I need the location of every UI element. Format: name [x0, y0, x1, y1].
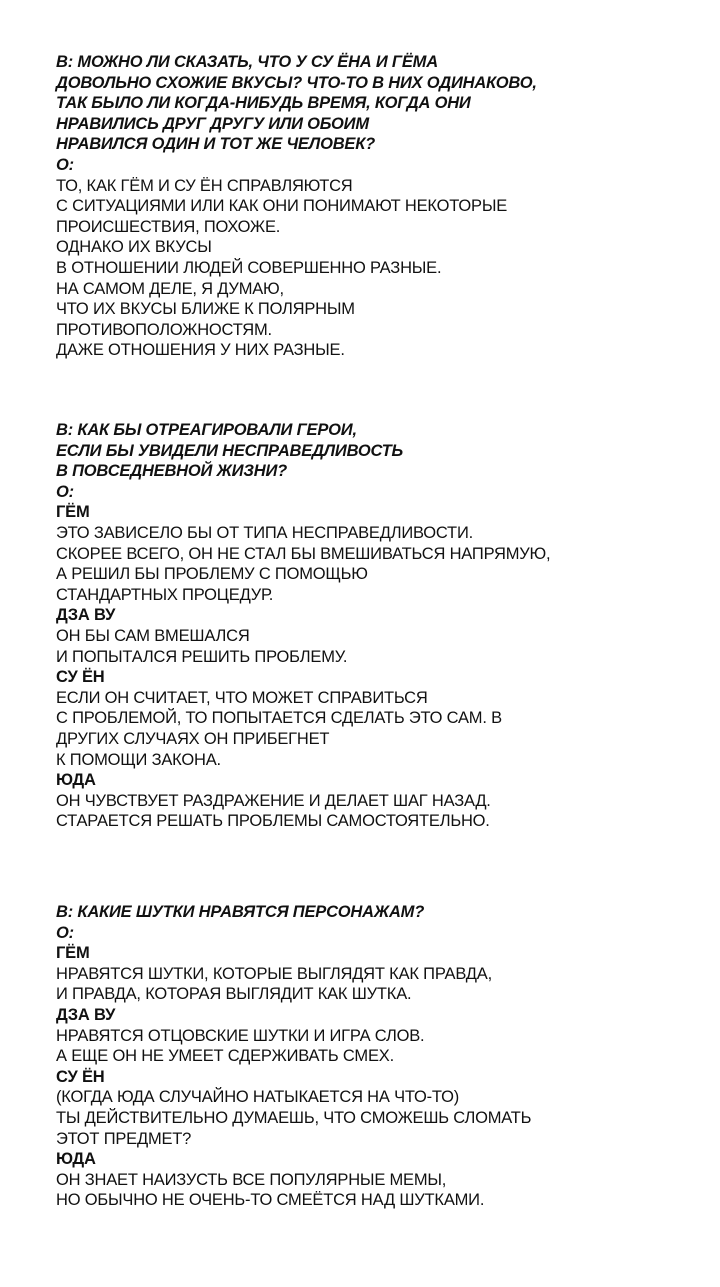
question-line: В: КАКИЕ ШУТКИ НРАВЯТСЯ ПЕРСОНАЖАМ?	[56, 903, 425, 921]
speaker-name: ГЁМ	[56, 503, 90, 522]
answer-line: ОН БЫ САМ ВМЕШАЛСЯ	[56, 626, 250, 645]
answer-line: НРАВЯТСЯ ШУТКИ, КОТОРЫЕ ВЫГЛЯДЯТ КАК ПРАВДА,	[56, 964, 492, 983]
answer-line: ТО, КАК ГЁМ И СУ ЁН СПРАВЛЯЮТСЯ	[56, 176, 353, 195]
answer-line: ОН ЗНАЕТ НАИЗУСТЬ ВСЕ ПОПУЛЯРНЫЕ МЕМЫ,	[56, 1170, 447, 1189]
answer-line: ДРУГИХ СЛУЧАЯХ ОН ПРИБЕГНЕТ	[56, 729, 330, 748]
answer-line: К ПОМОЩИ ЗАКОНА.	[56, 750, 221, 769]
answer-label: О:	[56, 155, 74, 174]
qa-section-2	[56, 420, 696, 832]
question-line: НРАВИЛСЯ ОДИН И ТОТ ЖЕ ЧЕЛОВЕК?	[56, 135, 376, 154]
answer-line: ОДНАКО ИХ ВКУСЫ	[56, 238, 212, 257]
answer-line: С ПРОБЛЕМОЙ, ТО ПОПЫТАЕТСЯ СДЕЛАТЬ ЭТО САМ. В	[56, 709, 502, 728]
answer-line: ЭТОТ ПРЕДМЕТ?	[56, 1129, 192, 1148]
answer-label: О:	[56, 482, 74, 501]
question-line: ТАК БЫЛО ЛИ КОГДА-НИБУДЬ ВРЕМЯ, КОГДА ОНИ	[56, 94, 471, 113]
qa-section-1	[56, 52, 696, 361]
answer-line: ПРОТИВОПОЛОЖНОСТЯМ.	[56, 320, 272, 339]
answer-line: ЧТО ИХ ВКУСЫ БЛИЖЕ К ПОЛЯРНЫМ	[56, 300, 355, 319]
question-line: ЕСЛИ БЫ УВИДЕЛИ НЕСПРАВЕДЛИВОСТЬ	[56, 441, 403, 460]
answer-line: А ЕЩЕ ОН НЕ УМЕЕТ СДЕРЖИВАТЬ СМЕХ.	[56, 1047, 394, 1066]
speaker-name: ЮДА	[56, 1150, 96, 1169]
answer-line: (КОГДА ЮДА СЛУЧАЙНО НАТЫКАЕТСЯ НА ЧТО-ТО)	[56, 1088, 460, 1107]
answer-line: ЕСЛИ ОН СЧИТАЕТ, ЧТО МОЖЕТ СПРАВИТЬСЯ	[56, 688, 428, 707]
answer-line: НО ОБЫЧНО НЕ ОЧЕНЬ-ТО СМЕЁТСЯ НАД ШУТКАМИ.	[56, 1191, 485, 1210]
answer-line: НРАВЯТСЯ ОТЦОВСКИЕ ШУТКИ И ИГРА СЛОВ.	[56, 1026, 425, 1045]
question-line: В: КАК БЫ ОТРЕАГИРОВАЛИ ГЕРОИ,	[56, 421, 357, 439]
answer-line: И ПОПЫТАЛСЯ РЕШИТЬ ПРОБЛЕМУ.	[56, 647, 348, 666]
speaker-name: ДЗА ВУ	[56, 1005, 116, 1024]
answer-label: О:	[56, 923, 74, 942]
answer-line: ОН ЧУВСТВУЕТ РАЗДРАЖЕНИЕ И ДЕЛАЕТ ШАГ НАЗАД.	[56, 791, 491, 810]
answer-line: ЭТО ЗАВИСЕЛО БЫ ОТ ТИПА НЕСПРАВЕДЛИВОСТИ.	[56, 523, 473, 542]
question-line: ДОВОЛЬНО СХОЖИЕ ВКУСЫ? ЧТО-ТО В НИХ ОДИНАКОВО,	[56, 73, 537, 92]
speaker-name: ГЁМ	[56, 944, 90, 963]
question-line: В ПОВСЕДНЕВНОЙ ЖИЗНИ?	[56, 462, 288, 481]
question-line: В: МОЖНО ЛИ СКАЗАТЬ, ЧТО У СУ ЁНА И ГЁМА	[56, 53, 438, 71]
speaker-name: СУ ЁН	[56, 668, 105, 687]
question-line: НРАВИЛИСЬ ДРУГ ДРУГУ ИЛИ ОБОИМ	[56, 114, 369, 133]
speaker-name: СУ ЁН	[56, 1067, 105, 1086]
answer-line: ТЫ ДЕЙСТВИТЕЛЬНО ДУМАЕШЬ, ЧТО СМОЖЕШЬ СЛОМАТЬ	[56, 1108, 532, 1127]
answer-line: С СИТУАЦИЯМИ ИЛИ КАК ОНИ ПОНИМАЮТ НЕКОТОРЫЕ	[56, 197, 508, 216]
answer-line: СТАНДАРТНЫХ ПРОЦЕДУР.	[56, 585, 274, 604]
answer-line: СКОРЕЕ ВСЕГО, ОН НЕ СТАЛ БЫ ВМЕШИВАТЬСЯ НАПРЯМУЮ,	[56, 544, 551, 563]
qa-section-3	[56, 902, 696, 1211]
answer-line: СТАРАЕТСЯ РЕШАТЬ ПРОБЛЕМЫ САМОСТОЯТЕЛЬНО.	[56, 812, 490, 831]
speaker-name: ДЗА ВУ	[56, 606, 116, 625]
answer-line: И ПРАВДА, КОТОРАЯ ВЫГЛЯДИТ КАК ШУТКА.	[56, 985, 412, 1004]
answer-line: ДАЖЕ ОТНОШЕНИЯ У НИХ РАЗНЫЕ.	[56, 341, 345, 360]
speaker-name: ЮДА	[56, 771, 96, 790]
answer-line: НА САМОМ ДЕЛЕ, Я ДУМАЮ,	[56, 279, 284, 298]
answer-line: ПРОИСШЕСТВИЯ, ПОХОЖЕ.	[56, 217, 281, 236]
answer-line: В ОТНОШЕНИИ ЛЮДЕЙ СОВЕРШЕННО РАЗНЫЕ.	[56, 258, 442, 277]
answer-line: А РЕШИЛ БЫ ПРОБЛЕМУ С ПОМОЩЬЮ	[56, 565, 368, 584]
